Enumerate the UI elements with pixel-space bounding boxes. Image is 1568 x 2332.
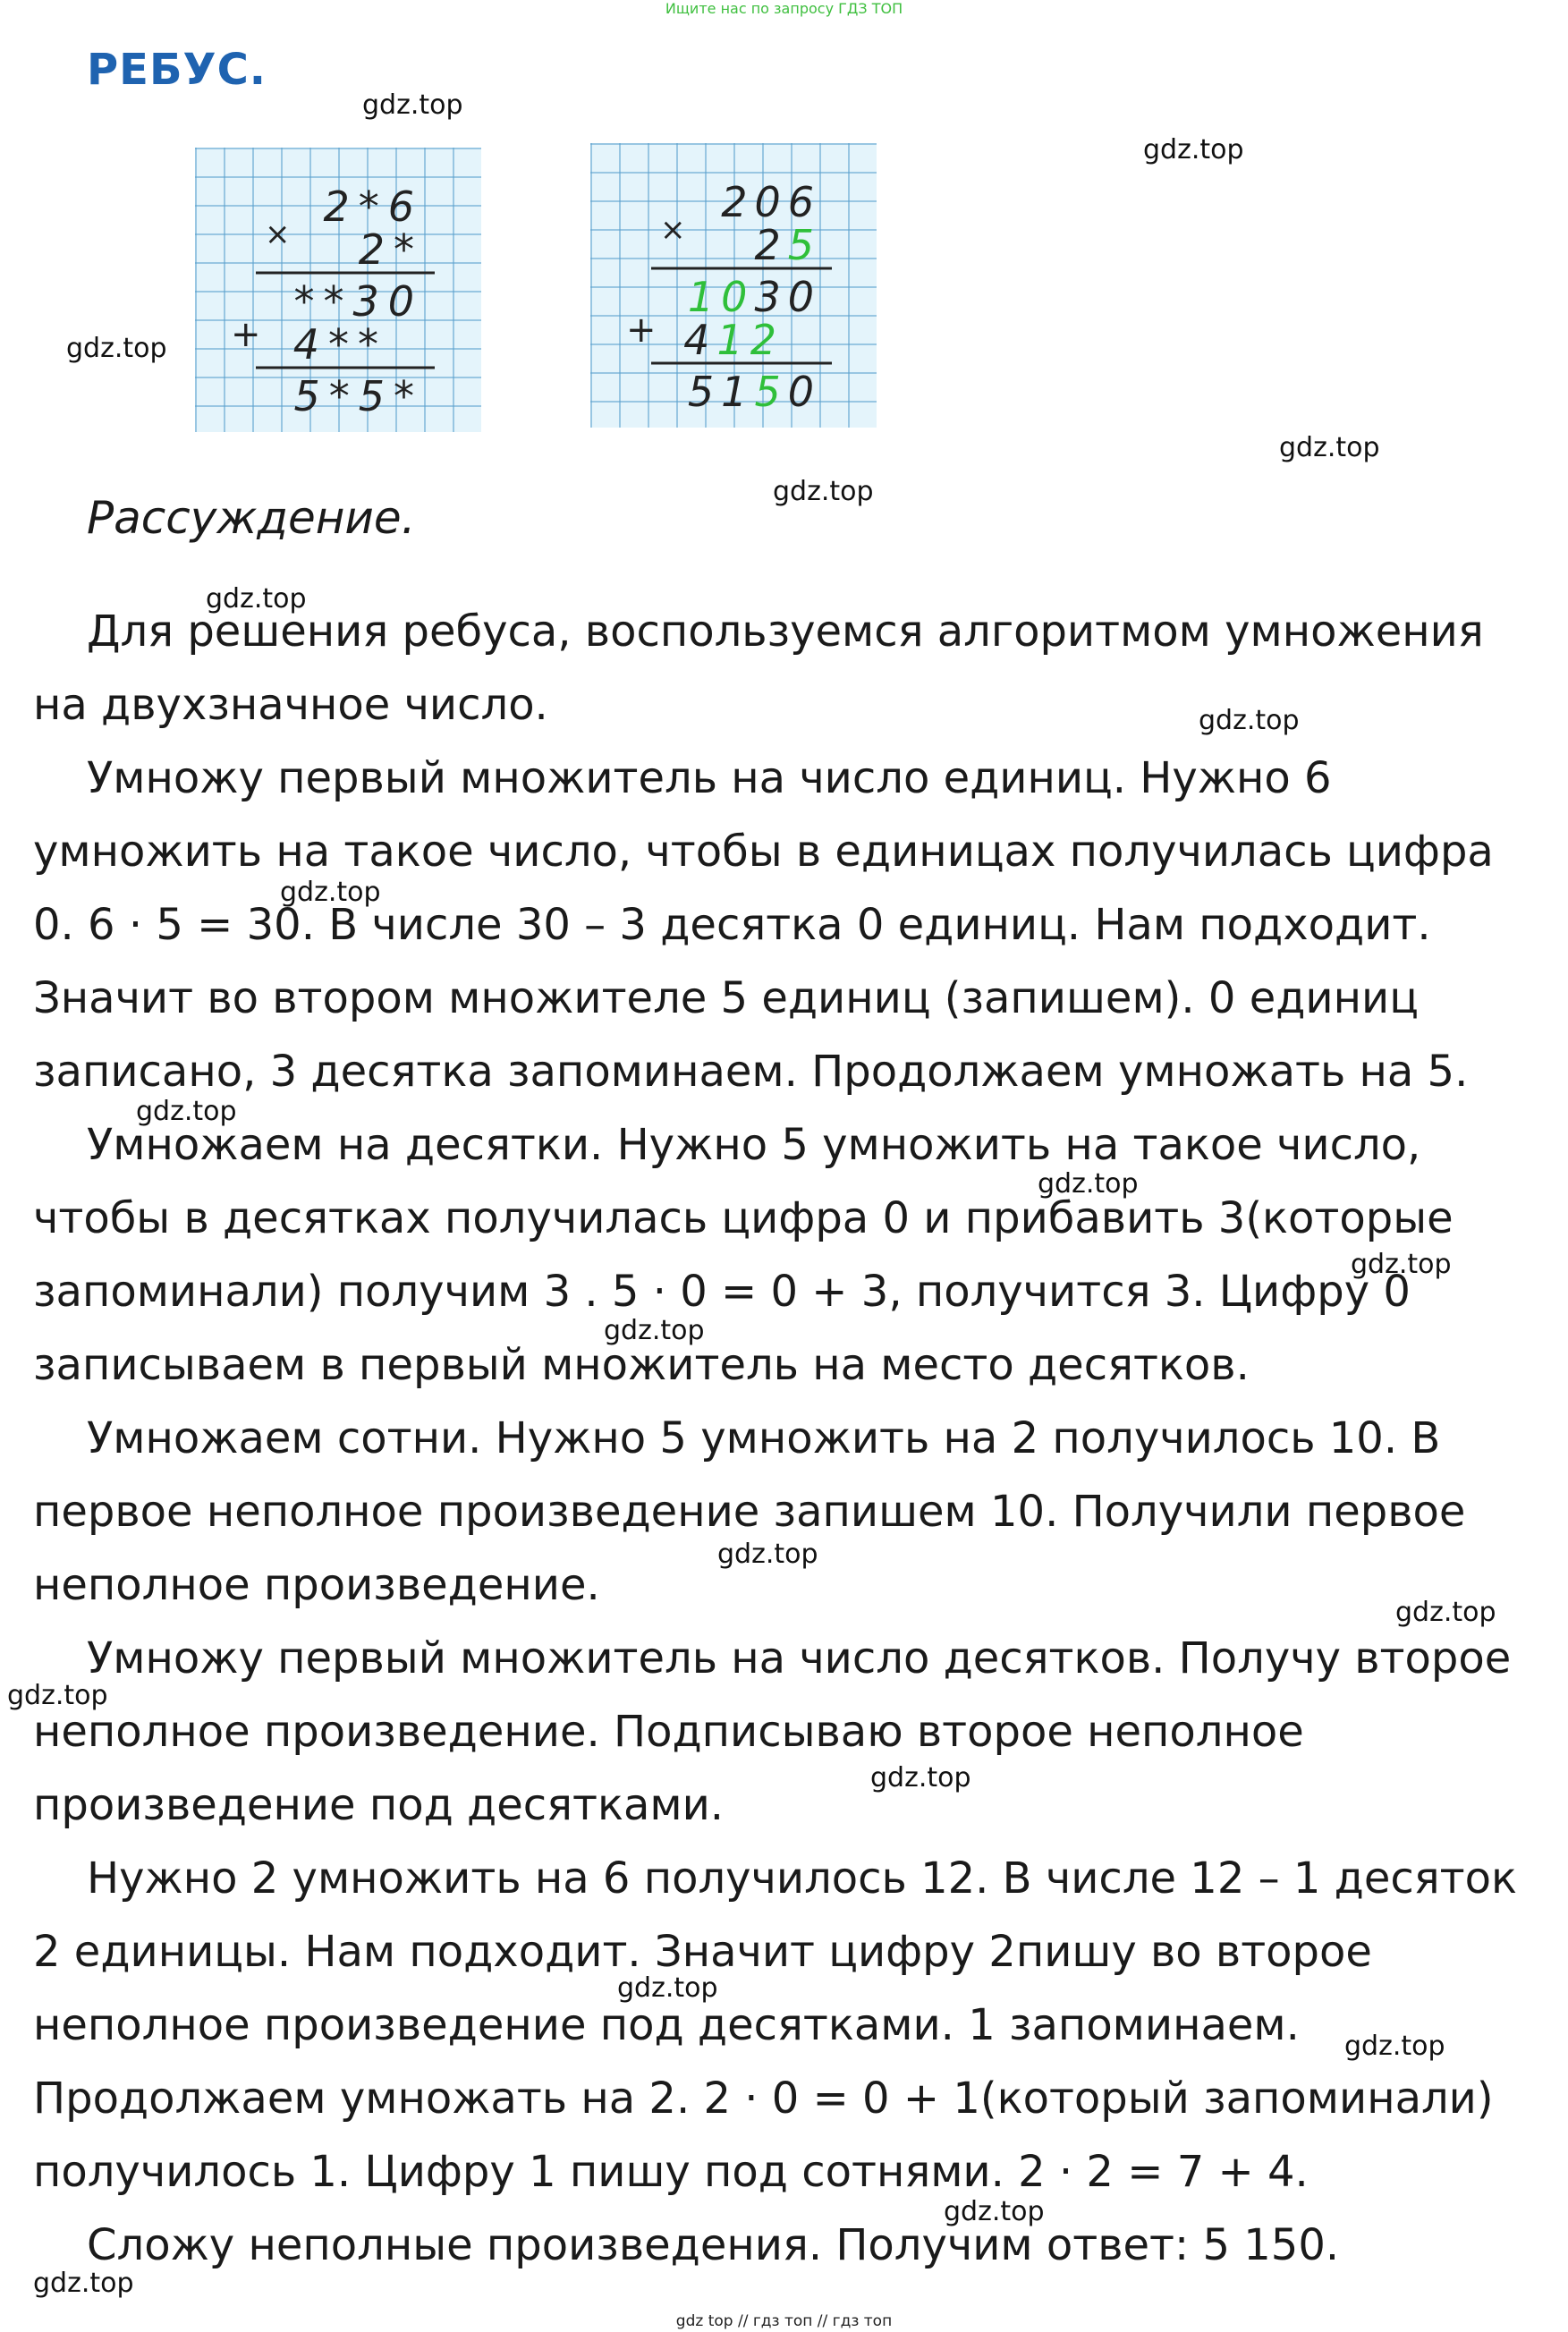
solution-row-1: 206 [721,178,821,226]
watermark: gdz.top [66,333,167,364]
watermark: gdz.top [1279,432,1380,463]
watermark: gdz.top [280,877,381,908]
watermark: gdz.top [1395,1597,1496,1628]
watermark: gdz.top [604,1315,705,1346]
footer: gdz top // гдз топ // гдз топ [675,2312,893,2330]
paragraph-4: Умножаем сотни. Нужно 5 умножить на 2 получилось 10. В первое неполное произведение запишем 10. Получили первое неполное произведение. [33,1413,1466,1610]
paragraph-6: Нужно 2 умножить на 6 получилось 12. В числе 12 – 1 десяток 2 единицы. Нам подходит. Значит цифру 2пишу во второе неполное произведение под десятками. 1 запоминаем. Продолжаем умножать на 2. 2 · 0 = 0 + 1(который запоминали) получилось 1. Цифру 1 пишу под сотнями. 2 · 2 = 7 + 4. [33,1853,1517,2197]
paragraph-3: Умножаем на десятки. Нужно 5 умножить на такое число, чтобы в десятках получилась цифра 0 и прибавить 3(которые запоминали) получим 3 . 5 · 0 = 0 + 3, получится 3. Цифру 0 записываем в первый множитель на место десятков. [33,1120,1454,1390]
watermark: gdz.top [717,1539,818,1570]
task-row-3: **30 [293,277,423,326]
reasoning-heading: Рассуждение. [87,492,416,544]
task-row-4: 4** [292,320,387,369]
watermark: gdz.top [136,1096,237,1127]
paragraph-1: Для решения ребуса, воспользуемся алгоритмом умножения на двухзначное число. [33,606,1484,730]
watermark: gdz.top [773,476,874,507]
puzzle-solution-image [590,143,877,428]
task-multiply-sign: × [265,216,291,252]
task-row-2: 2* [358,225,423,274]
watermark: gdz.top [1199,705,1300,736]
watermark: gdz.top [7,1680,108,1711]
solution-row-4: 412 [683,316,784,364]
page-title: РЕБУС. [87,45,267,95]
watermark: gdz.top [1038,1168,1139,1200]
task-row-1: 2*6 [323,182,423,231]
paragraph-7: Сложу неполные произведения. Получим ответ: 5 150. [87,2220,1340,2270]
solution-row-2: 25 [754,221,821,269]
solution-plus-sign: + [626,310,657,351]
task-plus-sign: + [231,314,261,355]
watermark: gdz.top [870,1762,971,1794]
watermark: gdz.top [617,1972,718,2004]
solution-row-5: 5150 [687,368,821,416]
solution-row-3: 1030 [687,273,821,321]
top-banner: Ищите нас по запросу ГДЗ ТОП [665,0,903,17]
watermark: gdz.top [362,89,463,121]
task-row-5: 5*5* [293,372,423,420]
paragraph-2: Умножу первый множитель на число единиц. Нужно 6 умножить на такое число, чтобы в единицах получилась цифра 0. 6 · 5 = 30. В числе 30 – 3 десятка 0 единиц. Нам подходит. Значит во втором множителе 5 единиц (запишем). 0 единиц записано, 3 десятка запоминаем. Продолжаем умножать на 5. [33,753,1494,1097]
watermark: gdz.top [944,2196,1045,2227]
solution-multiply-sign: × [660,212,686,248]
watermark: gdz.top [1344,2031,1445,2062]
watermark: gdz.top [1143,134,1244,165]
watermark: gdz.top [206,583,307,615]
solution-text [33,595,1545,2282]
puzzle-task-image [195,148,481,432]
watermark: gdz.top [33,2268,134,2299]
watermark: gdz.top [1351,1249,1452,1280]
paragraph-5: Умножу первый множитель на число десятков. Получу второе неполное произведение. Подписываю второе неполное произведение под десятками. [33,1633,1512,1830]
